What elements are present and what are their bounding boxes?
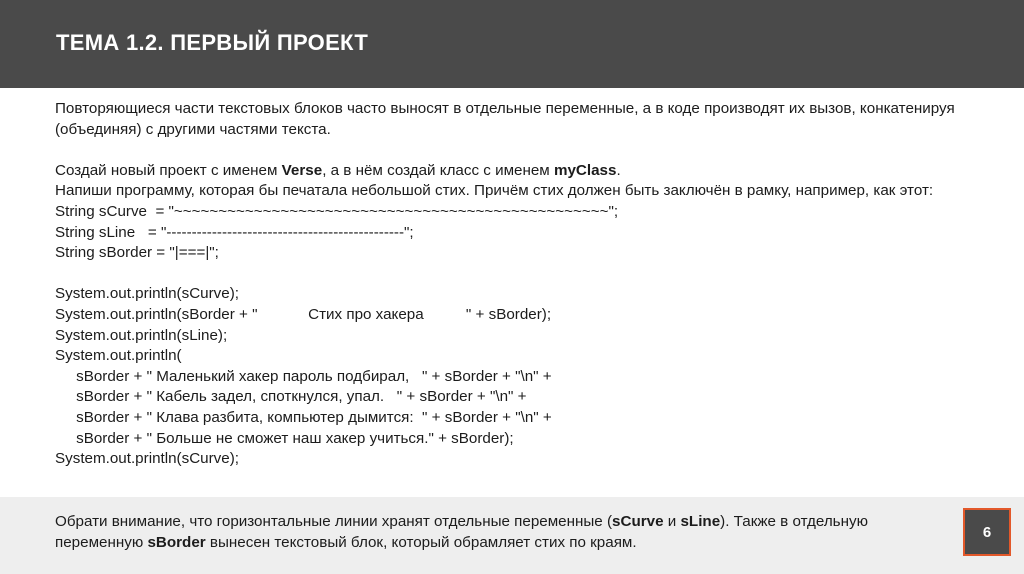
spacer [55,264,985,285]
code-line: System.out.println(sCurve); [55,285,239,303]
slide-footer [0,497,1024,574]
var-sborder: sBorder [147,533,206,551]
project-name: Verse [281,161,323,179]
code-line: sBorder + " Кабель задел, споткнулся, упал. " + sBorder + "\n" + [55,388,527,406]
code-line: sBorder + " Больше не сможет наш хакер учиться." + sBorder); [55,429,514,447]
code-line: System.out.println(sLine); [55,326,228,344]
page-number: 6 [982,523,992,541]
code-line: sBorder + " Клава разбита, компьютер дымится: " + sBorder + "\n" + [55,408,552,426]
intro-paragraph: Повторяющиеся части текстовых блоков часто выносят в отдельные переменные, а в коде производят их вызов, конкатенируя (объединяя) с другими частями текста. [55,100,955,138]
code-line: String sLine = "-----------------------------------------------"; [55,223,414,241]
var-sline: sLine [680,513,721,530]
code-line: sBorder + " Маленький хакер пароль подбирал, " + sBorder + "\n" + [55,367,552,385]
code-line: System.out.println(sCurve); [55,450,239,468]
task-suffix: . [616,161,621,179]
code-line: String sBorder = "|===|"; [55,244,219,262]
code-line: System.out.println( [55,347,182,365]
instruction-paragraph: Напиши программу, которая бы печатала небольшой стих. Причём стих должен быть заключён в рамку, например, как этот: [55,182,934,200]
footer-text-and: и [663,513,681,530]
slide-content [55,99,985,470]
footer-note [55,512,915,553]
footer-text-1: Обрати внимание, что горизонтальные линии хранят отдельные переменные ( [55,513,613,530]
code-line: String sCurve = "~~~~~~~~~~~~~~~~~~~~~~~~~~~~~~~~~~~~~~~~~~~~~~~~~"; [55,202,619,220]
task-prefix: Создай новый проект с именем [55,161,282,179]
code-line: System.out.println(sBorder + " Стих про хакера " + sBorder); [55,305,552,323]
class-name: myClass [553,161,617,179]
task-line [55,161,985,182]
slide-header [0,0,1024,88]
footer-text-2: ). Также в отдельную переменную [55,513,868,551]
page-number-badge [963,508,1011,556]
footer-text-3: вынесен текстовый блок, который обрамляет стих по краям. [205,533,637,551]
spacer [55,140,985,161]
slide-title: ТЕМА 1.2. ПЕРВЫЙ ПРОЕКТ [56,30,369,55]
var-scurve: sCurve [612,513,664,530]
task-middle: , а в нём создай класс с именем [322,161,554,179]
